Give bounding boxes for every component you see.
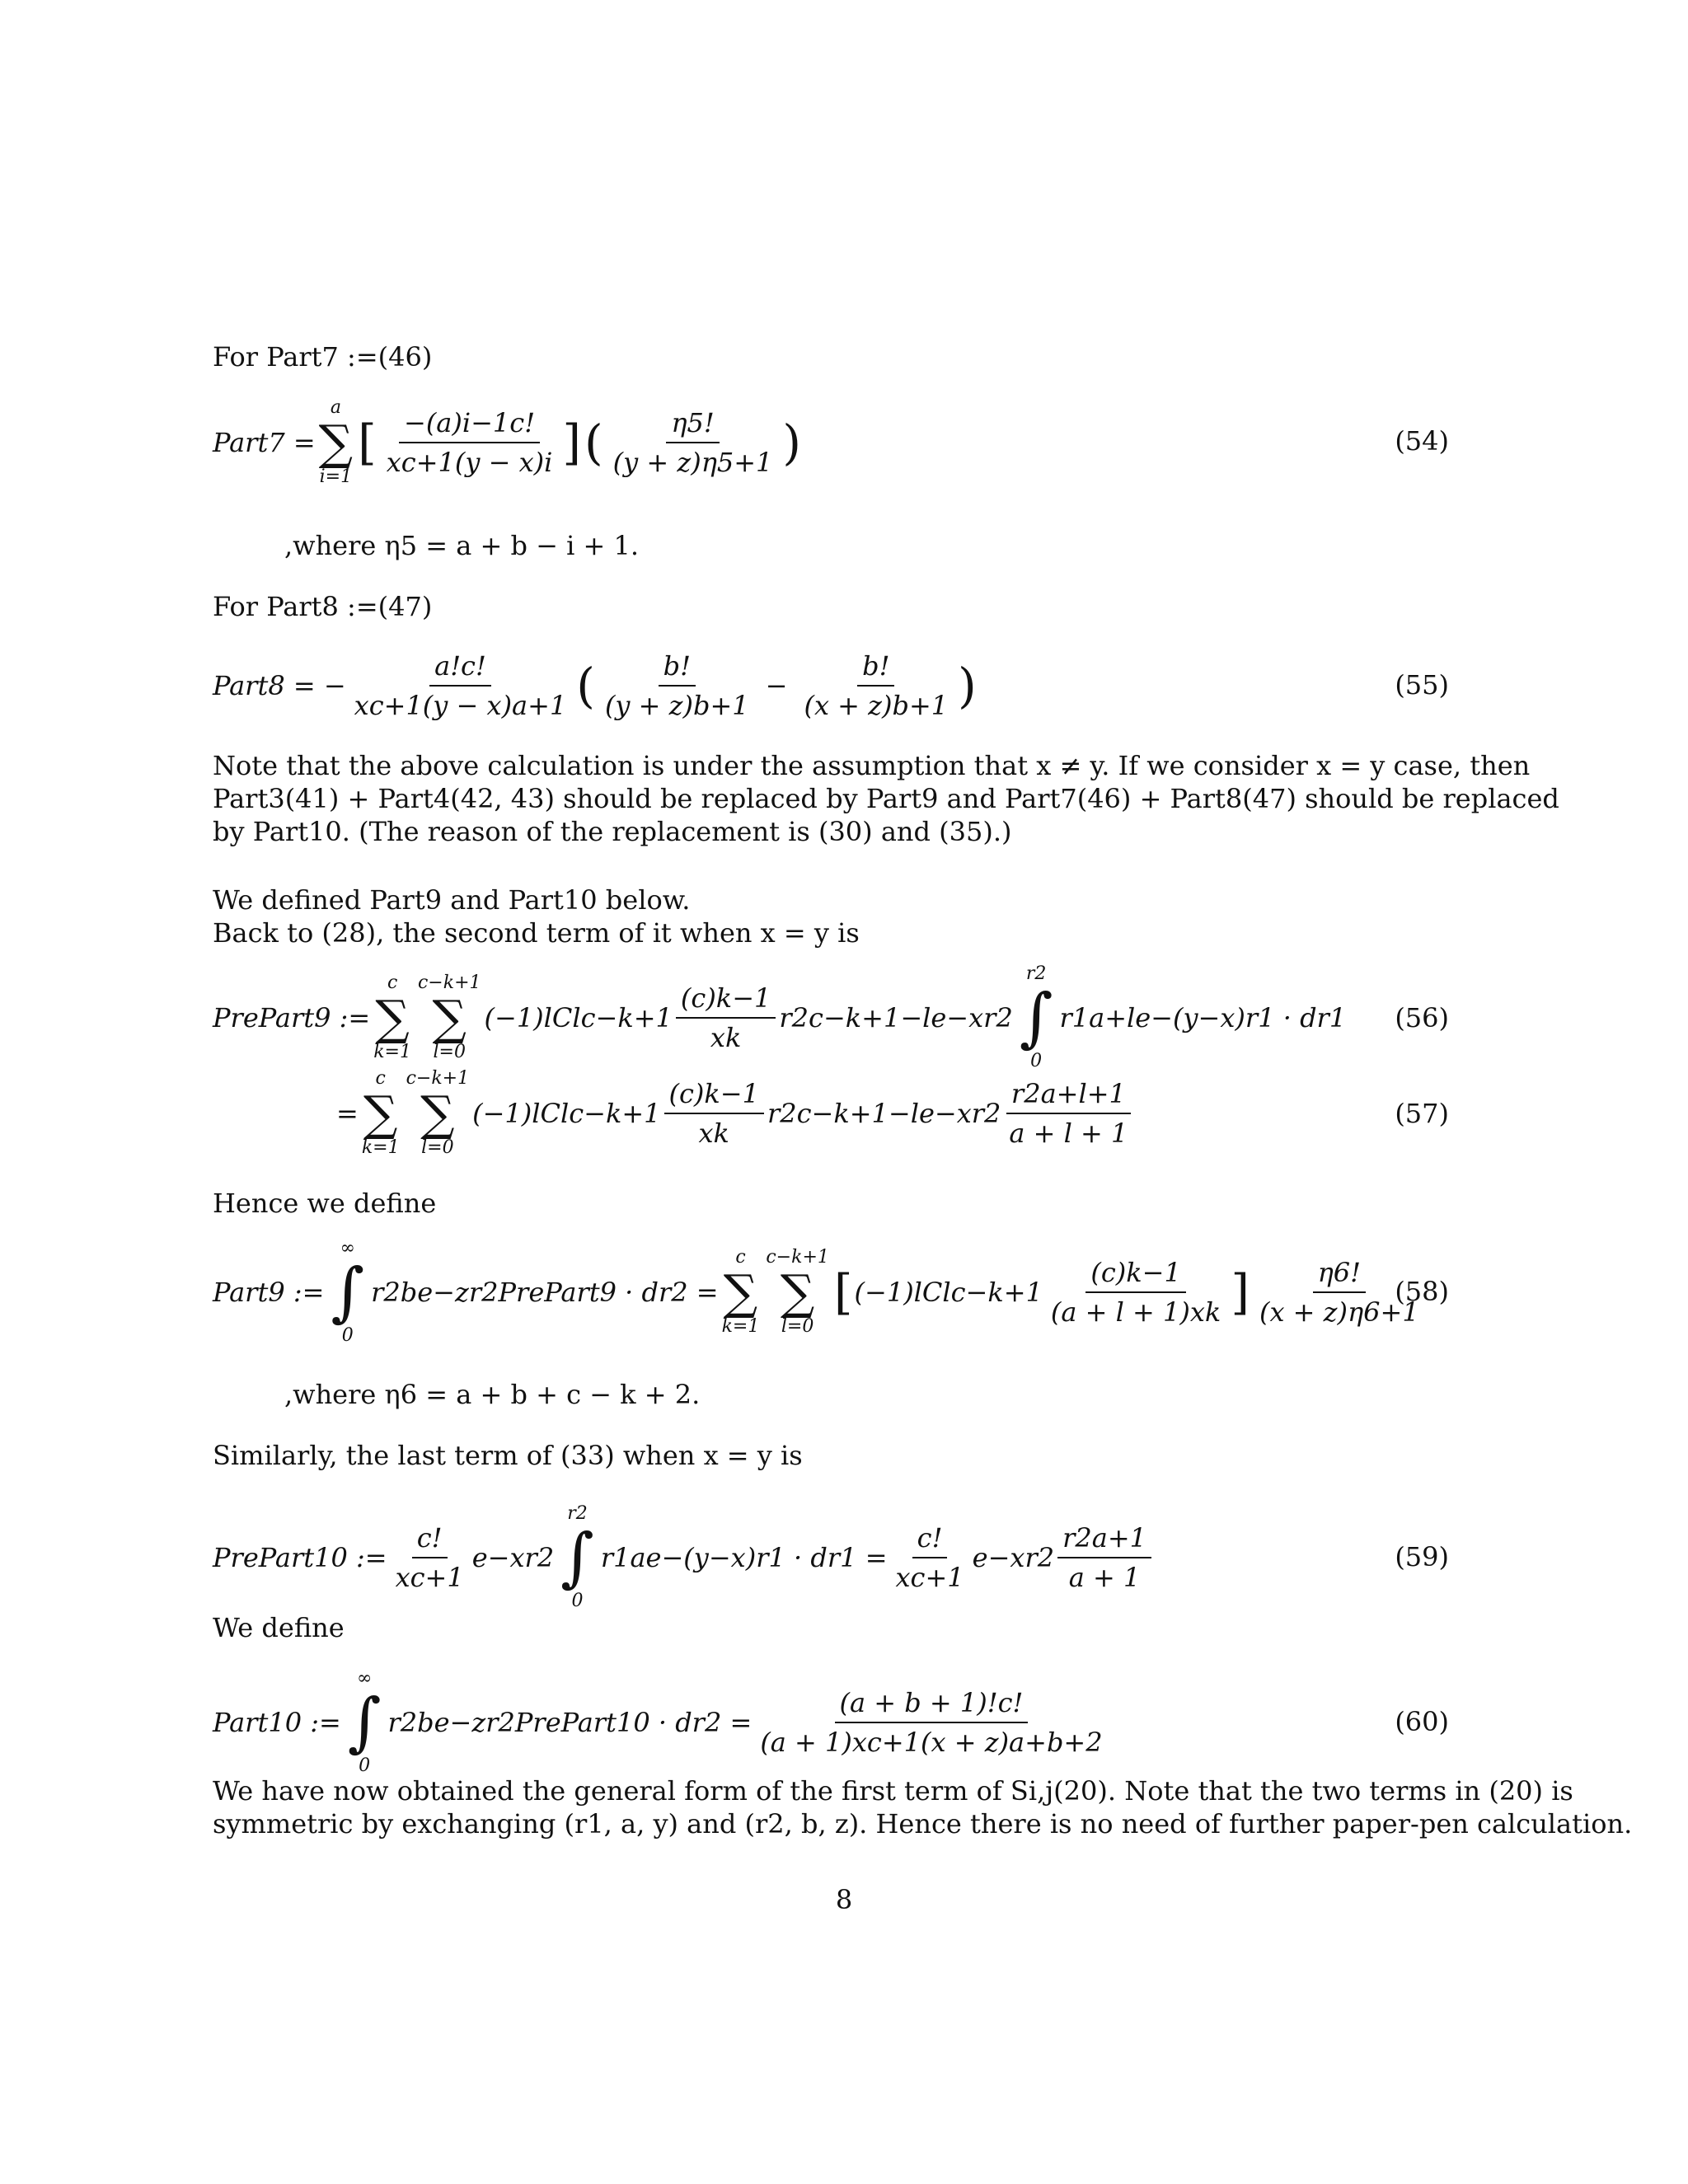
sum-lower-limit: i=1 xyxy=(319,466,353,487)
definition-intro xyxy=(213,883,1449,949)
sum-upper-limit: c−k+1 xyxy=(406,1068,470,1089)
binomial-term: (−1)lClc−k+1 xyxy=(854,1277,1043,1308)
fraction-numerator: a!c! xyxy=(429,650,491,687)
left-paren: ( xyxy=(576,658,595,714)
integral-symbol: ∫ xyxy=(1019,981,1053,1055)
equation-55 xyxy=(213,644,1449,727)
sum-operator xyxy=(319,397,353,488)
equation-59 xyxy=(213,1503,1449,1611)
sigma-symbol: ∑ xyxy=(420,1085,455,1141)
equation-number: (60) xyxy=(1395,1706,1449,1737)
sum-upper-limit: c xyxy=(735,1247,746,1268)
equation-57-body xyxy=(336,1068,1136,1159)
sum-operator xyxy=(406,1068,470,1159)
integrand: r2be−zr2PrePart9 · dr2 = xyxy=(371,1277,719,1308)
fraction-numerator: b! xyxy=(659,650,696,687)
eq55-fraction-3 xyxy=(799,650,953,721)
fraction-denominator: xc+1 xyxy=(895,1562,964,1593)
integrand: r1ae−(y−x)r1 · dr1 = xyxy=(600,1542,888,1573)
we-define: We define xyxy=(213,1612,345,1643)
fraction-numerator: r2a+l+1 xyxy=(1006,1078,1131,1114)
exponential-term: e−xr2 xyxy=(471,1542,555,1573)
left-bracket: [ xyxy=(358,415,377,471)
integral-upper-limit: r2 xyxy=(1025,963,1047,984)
fraction-denominator: xc+1(y − x)a+1 xyxy=(354,690,567,721)
hence-define: Hence we define xyxy=(213,1188,437,1219)
right-paren: ) xyxy=(782,415,802,471)
right-bracket: ] xyxy=(562,415,581,471)
exponential-term: r2c−k+1−le−xr2 xyxy=(779,1002,1013,1033)
fraction-denominator: (a + l + 1)xk xyxy=(1050,1296,1221,1328)
equation-number: (58) xyxy=(1395,1276,1449,1307)
integral-symbol: ∫ xyxy=(347,1685,382,1760)
equation-60-body xyxy=(213,1668,1111,1776)
exponential-term: e−xr2 xyxy=(972,1542,1055,1573)
eq55-fraction-2 xyxy=(600,650,754,721)
minus-sign: − xyxy=(765,670,788,701)
right-bracket: ] xyxy=(1231,1264,1250,1320)
left-paren: ( xyxy=(584,415,603,471)
sum-upper-limit: c−k+1 xyxy=(766,1247,829,1268)
equation-59-body xyxy=(213,1503,1155,1611)
sum-upper-limit: c−k+1 xyxy=(417,972,481,993)
integral-operator xyxy=(327,1238,368,1347)
sum-lower-limit: k=1 xyxy=(373,1042,411,1062)
conclusion-line: We have now obtained the general form of the first term of Si,j(20). Note that the two terms in (20) is xyxy=(213,1775,1573,1807)
sum-lower-limit: k=1 xyxy=(361,1137,400,1158)
fraction-denominator: xk xyxy=(710,1022,742,1053)
equation-number: (54) xyxy=(1395,425,1449,457)
sum-upper-limit: c xyxy=(375,1068,386,1089)
eq56-lhs: PrePart9 := xyxy=(213,1002,371,1033)
fraction-denominator: xc+1 xyxy=(395,1562,464,1593)
sigma-symbol: ∑ xyxy=(780,1264,815,1320)
fraction-denominator: (a + 1)xc+1(x + z)a+b+2 xyxy=(760,1727,1103,1758)
fraction-denominator: (y + z)b+1 xyxy=(604,690,749,721)
assumption-note xyxy=(213,749,1559,848)
integral-operator xyxy=(345,1668,385,1777)
part8-intro: For Part8 :=(47) xyxy=(213,591,433,622)
eq57-fraction-2 xyxy=(1004,1078,1132,1149)
eq59-fraction-2 xyxy=(891,1522,969,1593)
integral-upper-limit: ∞ xyxy=(340,1238,355,1258)
sigma-symbol: ∑ xyxy=(723,1264,758,1320)
equation-number: (56) xyxy=(1395,1002,1449,1033)
eta5-definition: ,where η5 = a + b − i + 1. xyxy=(284,530,639,561)
integral-operator xyxy=(1016,963,1057,1072)
integrand: r2be−zr2PrePart10 · dr2 = xyxy=(387,1707,753,1738)
integral-operator xyxy=(557,1503,598,1612)
equation-number: (55) xyxy=(1395,669,1449,701)
sigma-symbol: ∑ xyxy=(432,990,467,1046)
exponential-term: r2c−k+1−le−xr2 xyxy=(767,1098,1001,1129)
equation-60 xyxy=(213,1668,1449,1776)
fraction-numerator: (c)k−1 xyxy=(664,1078,764,1114)
equation-54 xyxy=(213,397,1449,488)
integral-upper-limit: r2 xyxy=(567,1503,588,1524)
integrand: r1a+le−(y−x)r1 · dr1 xyxy=(1059,1002,1347,1033)
binomial-term: (−1)lClc−k+1 xyxy=(484,1002,673,1033)
eq55-fraction-1 xyxy=(349,650,572,721)
sum-operator xyxy=(362,1068,400,1159)
eq54-fraction-1 xyxy=(382,407,558,478)
eq59-lhs: PrePart10 := xyxy=(213,1542,387,1573)
equation-58-body xyxy=(213,1238,1428,1346)
eq59-fraction-1 xyxy=(391,1522,469,1593)
sigma-symbol: ∑ xyxy=(318,415,354,471)
fraction-numerator: (a + b + 1)!c! xyxy=(835,1687,1029,1723)
similarly-text: Similarly, the last term of (33) when x = y is xyxy=(213,1440,803,1471)
sigma-symbol: ∑ xyxy=(375,990,410,1046)
sum-lower-limit: l=0 xyxy=(421,1137,454,1158)
equation-number: (59) xyxy=(1395,1541,1449,1572)
right-paren: ) xyxy=(958,658,977,714)
page-number: 8 xyxy=(835,1884,853,1915)
integral-symbol: ∫ xyxy=(560,1521,594,1595)
note-line: Note that the above calculation is under the assumption that x ≠ y. If we consider x = y case, then xyxy=(213,750,1531,781)
integral-lower-limit: 0 xyxy=(571,1591,584,1611)
equation-56 xyxy=(213,963,1449,1071)
equation-58 xyxy=(213,1238,1449,1346)
equation-54-body xyxy=(213,397,803,488)
sum-operator xyxy=(373,972,411,1063)
integral-lower-limit: 0 xyxy=(341,1325,354,1346)
eq58-fraction-1 xyxy=(1046,1257,1226,1328)
fraction-numerator: c! xyxy=(412,1522,448,1558)
fraction-numerator: (c)k−1 xyxy=(1085,1257,1185,1293)
definition-line: We defined Part9 and Part10 below. xyxy=(213,884,691,916)
binomial-term: (−1)lClc−k+1 xyxy=(472,1098,661,1129)
sum-upper-limit: a xyxy=(330,397,341,418)
sum-lower-limit: k=1 xyxy=(721,1316,760,1337)
fraction-denominator: (x + z)b+1 xyxy=(804,690,949,721)
equation-number: (57) xyxy=(1395,1098,1449,1129)
fraction-numerator: η5! xyxy=(666,407,719,443)
eq54-fraction-2 xyxy=(608,407,778,478)
sum-operator xyxy=(418,972,481,1063)
integral-lower-limit: 0 xyxy=(359,1755,371,1776)
integral-symbol: ∫ xyxy=(331,1255,365,1329)
sum-upper-limit: c xyxy=(387,972,398,993)
fraction-numerator: r2a+1 xyxy=(1057,1522,1151,1558)
eq60-fraction xyxy=(755,1687,1107,1758)
integral-lower-limit: 0 xyxy=(1030,1051,1043,1071)
fraction-numerator: b! xyxy=(857,650,894,687)
sum-operator xyxy=(766,1247,829,1338)
definition-line: Back to (28), the second term of it when x = y is xyxy=(213,917,860,949)
eq59-fraction-3 xyxy=(1057,1522,1151,1593)
equation-56-body xyxy=(213,963,1347,1071)
sum-lower-limit: l=0 xyxy=(433,1042,466,1062)
sigma-symbol: ∑ xyxy=(363,1085,398,1141)
fraction-numerator: −(a)i−1c! xyxy=(399,407,540,443)
part7-intro: For Part7 :=(46) xyxy=(213,341,433,373)
note-line: Part3(41) + Part4(42, 43) should be replaced by Part9 and Part7(46) + Part8(47) should be replaced xyxy=(213,783,1559,814)
eta6-definition: ,where η6 = a + b + c − k + 2. xyxy=(284,1379,701,1410)
sum-operator xyxy=(722,1247,760,1338)
fraction-denominator: xc+1(y − x)i xyxy=(386,447,553,478)
equation-55-body xyxy=(213,644,978,727)
fraction-denominator: a + l + 1 xyxy=(1009,1118,1128,1149)
eq58-lhs: Part9 := xyxy=(213,1277,325,1308)
eq54-lhs: Part7 = xyxy=(213,427,316,458)
eq60-lhs: Part10 := xyxy=(213,1707,341,1738)
fraction-numerator: η6! xyxy=(1313,1257,1366,1293)
sum-lower-limit: l=0 xyxy=(781,1316,814,1337)
eq57-fraction-1 xyxy=(664,1078,764,1149)
integral-upper-limit: ∞ xyxy=(356,1668,373,1689)
fraction-numerator: c! xyxy=(912,1522,948,1558)
conclusion-paragraph xyxy=(213,1774,1633,1840)
left-bracket: [ xyxy=(833,1264,853,1320)
equals-sign: = xyxy=(336,1098,359,1129)
eq56-fraction xyxy=(676,982,776,1053)
fraction-denominator: xk xyxy=(698,1118,729,1149)
eq55-lhs: Part8 = − xyxy=(213,670,346,701)
fraction-denominator: a + 1 xyxy=(1068,1562,1141,1593)
fraction-numerator: (c)k−1 xyxy=(676,982,776,1019)
note-line: by Part10. (The reason of the replacement is (30) and (35).) xyxy=(213,816,1012,847)
equation-57 xyxy=(213,1068,1449,1159)
fraction-denominator: (y + z)η5+1 xyxy=(612,447,773,478)
fraction-denominator: (x + z)η6+1 xyxy=(1259,1296,1419,1328)
conclusion-line: symmetric by exchanging (r1, a, y) and (r2, b, z). Hence there is no need of further paper-pen calculation. xyxy=(213,1808,1633,1840)
